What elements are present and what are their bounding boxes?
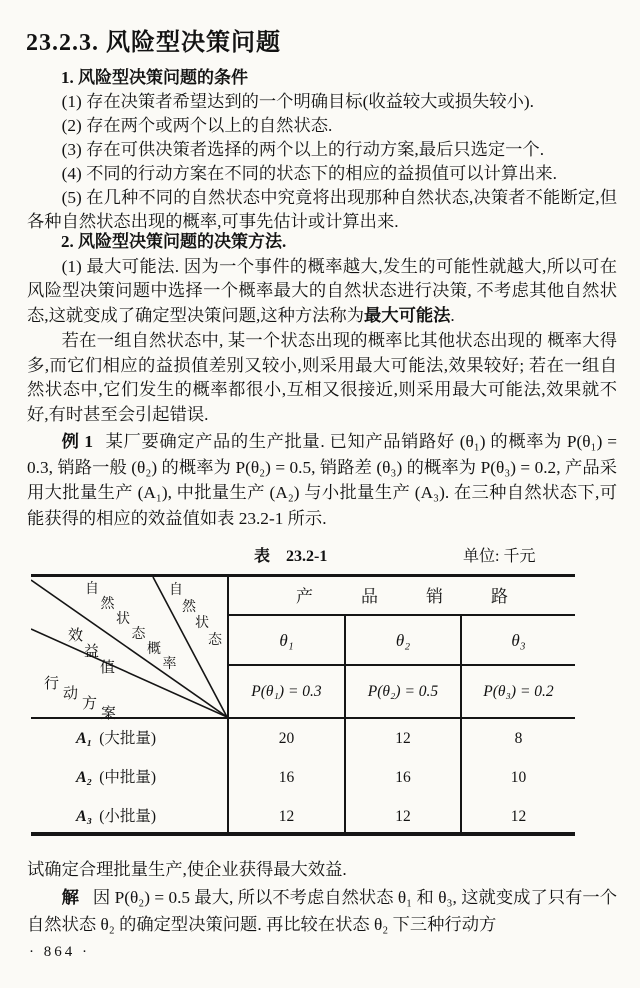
example-text: 某厂要确定产品的生产批量. 已知产品销路好 (θ₁) 的概率为 P(θ₁) = 0.3, 销路一般 (θ₂) 的概率为 P(θ₂) = 0.5, 销路差 (θ₃) 的概率为 P(θ₃) = 0.2, 产品采用大批量生产 (A₁), 中批量生产 (A₂) 与小批量生产 (A₃). 在三种自然状态下,可能获得的相应的效益值如表 23.2-1 所示. <box>27 432 618 528</box>
example-paragraph <box>27 429 617 531</box>
action-label-a2 <box>31 758 227 797</box>
decision-table <box>31 574 575 836</box>
state-header-theta1: θ₁ <box>279 631 294 650</box>
corner-diagonal-lines <box>31 577 227 722</box>
corner-label-natural-state-probability: 自 然 状 态 概 率 <box>85 582 177 672</box>
solution-paragraph <box>27 884 617 939</box>
column-group-header: 产品销路 <box>296 587 556 606</box>
example-label: 例 1 <box>61 432 94 451</box>
paragraph-max-possibility-tail: . <box>450 306 455 326</box>
action-var-a2: A₂ <box>76 769 93 786</box>
action-var-a3: A₃ <box>76 808 93 825</box>
prob-header-theta3: P(θ₃) = 0.2 <box>483 683 554 700</box>
action-label-a3 <box>31 797 227 836</box>
prob-header-theta2: P(θ₂) = 0.5 <box>367 683 439 700</box>
solution-label: 解 <box>61 887 79 907</box>
action-desc-a3: (小批量) <box>99 808 157 825</box>
table-caption: 表 23.2-1 <box>254 548 328 565</box>
condition-item-2: (2) 存在两个或两个以上的自然状态. <box>61 116 333 135</box>
action-desc-a1: (大批量) <box>99 730 157 747</box>
value-a1-theta3: 8 <box>514 730 523 747</box>
corner-label-benefit-value: 效 益 值 <box>68 628 116 676</box>
table-caption-row <box>0 543 640 565</box>
value-a1-theta2: 12 <box>395 730 411 747</box>
page-title: 23.2.3. 风险型决策问题 <box>26 30 281 56</box>
action-var-a1: A₁ <box>76 730 93 747</box>
action-desc-a2: (中批量) <box>99 769 157 786</box>
prob-header-theta1: P(θ₁) = 0.3 <box>251 683 322 700</box>
value-a2-theta2: 16 <box>395 769 411 786</box>
value-a3-theta1: 12 <box>278 808 295 825</box>
condition-item-3: (3) 存在可供决策者选择的两个以上的行动方案,最后只选定一个. <box>61 140 545 159</box>
closing-block <box>27 856 617 939</box>
paragraph-method-discussion: 若在一组自然状态中, 某一个状态出现的概率比其他状态出现的 概率大得多,而它们相应的益损值差别又较小,则采用最大可能法,效果较好; 若在一组自然状态中,它们发生的概率都很小,互相又很接近,则采用最大可能法,效果就不好,有时甚至会引起错误. <box>27 330 617 424</box>
value-a2-theta1: 16 <box>278 769 295 786</box>
section-conditions <box>27 66 617 234</box>
example-block <box>27 429 617 531</box>
section2-heading: 2. 风险型决策问题的决策方法. <box>61 232 287 251</box>
paragraph-max-possibility-lead: (1) 最大可能法. 因为一个事件的概率越大,发生的可能性就越大,所以可在风险型决策问题中选择一个概率最大的自然状态进行决策, 不考虑其他自然状态,这就变成了确定型决策问题,这种方法称为 <box>27 256 617 326</box>
value-a1-theta1: 20 <box>278 730 295 747</box>
state-header-theta2: θ₂ <box>395 631 411 650</box>
section-methods <box>27 230 617 428</box>
table-unit-label: 单位: 千元 <box>463 548 536 565</box>
value-a3-theta2: 12 <box>395 808 411 825</box>
solution-text: 因 P(θ₂) = 0.5 最大, 所以不考虑自然状态 θ₁ 和 θ₃, 这就变成了只有一个自然状态 θ₂ 的确定型决策问题. 再比较在状态 θ₂ 下三种行动方 <box>27 887 617 934</box>
corner-label-natural-state: 自 然 状 态 <box>169 583 222 648</box>
value-a2-theta3: 10 <box>510 769 527 786</box>
closing-paragraph: 试确定合理批量生产,使企业获得最大效益. <box>27 860 347 879</box>
condition-item-5: (5) 在几种不同的自然状态中究竟将出现那种自然状态,决策者不能断定,但各种自然状态出现的概率,可事先估计或计算出来. <box>27 188 617 231</box>
page-number: · 864 · <box>29 944 90 960</box>
value-a3-theta3: 12 <box>510 808 527 825</box>
condition-item-4: (4) 不同的行动方案在不同的状态下的相应的益损值可以计算出来. <box>61 164 557 183</box>
action-label-a1 <box>31 719 227 758</box>
section1-heading: 1. 风险型决策问题的条件 <box>61 68 248 87</box>
state-header-theta3: θ₃ <box>511 631 526 650</box>
paragraph-max-possibility <box>27 255 617 329</box>
max-possibility-term: 最大可能法 <box>364 306 451 326</box>
corner-label-action-plan: 行 动 方 案 <box>44 676 117 722</box>
condition-item-1: (1) 存在决策者希望达到的一个明确目标(收益较大或损失较小). <box>61 92 534 111</box>
